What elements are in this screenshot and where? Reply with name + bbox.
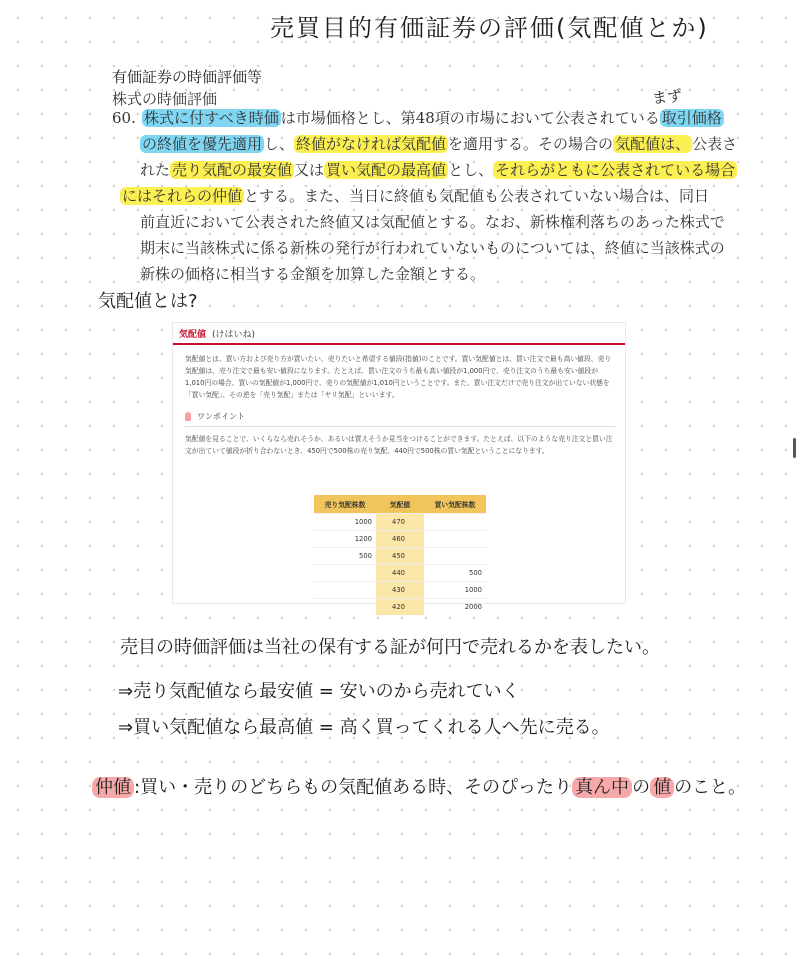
table-cell — [314, 582, 376, 599]
column-header: 買い気配株数 — [424, 495, 486, 514]
scroll-indicator[interactable] — [793, 438, 796, 458]
text-line — [140, 131, 737, 157]
highlight-blue: 取引価格 — [661, 109, 722, 127]
handwritten-memo: ⇒買い気配値なら最高値 = 高く買ってくれる人へ先に売る。 — [118, 717, 610, 738]
table-row — [314, 599, 486, 616]
onepoint-label: ワンポイント — [197, 412, 245, 421]
text-span: し、 — [264, 135, 295, 153]
text-line: 前直近において公表された終値又は気配値とする。なお、新株権利落ちのあった株式で — [140, 213, 725, 231]
table-cell — [424, 531, 486, 548]
table-cell: 500 — [424, 565, 486, 582]
table-cell — [424, 548, 486, 565]
text-span: とする。また、当日に終値も気配値も公表されていない場合は、同日 — [244, 187, 710, 205]
text-span: :買い・売りのどちらもの気配値ある時、そのぴったり — [134, 777, 573, 798]
text-line — [140, 157, 737, 183]
table-cell — [314, 565, 376, 582]
highlight-pink: 値 — [650, 777, 674, 798]
table-row — [314, 531, 486, 548]
screenshot-header — [173, 323, 625, 345]
handwritten-memo: 売目の時価評価は当社の保有する証が何円で売れるかを表したい。 — [120, 637, 660, 658]
text-span: のこと。 — [674, 777, 747, 798]
note-title: 売買目的有価証券の評価(気配値とか) — [270, 14, 709, 42]
text-line: 期末に当該株式に係る新株の発行が行われていないものについては、終値に当該株式の — [140, 239, 725, 257]
table-cell: 1200 — [314, 531, 376, 548]
text-line — [120, 183, 709, 209]
table-cell — [424, 514, 486, 531]
highlight-pink: 真ん中 — [572, 777, 632, 798]
onepoint-text: 気配値を見ることで、いくらなら売れそうか、あるいは買えそうか見当をつけることができます。たとえば、以下のような売り注文と買い注文が出ていて値段が折り合わないとき、450円で500株の売り気配、440円で500株の買い気配ということになります。 — [185, 435, 613, 455]
subsection-heading: 株式の時価評価 — [112, 90, 218, 108]
handwritten-note: まず — [651, 86, 683, 108]
table-row — [314, 514, 486, 531]
table-row — [314, 582, 486, 599]
text-line: 新株の価格に相当する金額を加算した金額とする。 — [140, 265, 486, 283]
text-span: 公表さ — [692, 135, 738, 153]
paragraph-number: 60. — [112, 109, 136, 127]
definition-text: 気配値とは、買い方および売り方が買いたい、売りたいと希望する値段(指値)のことです。買い気配値とは、買い注文で最も高い値段、売り気配値は、売り注文で最も安い値段になります。たとえば、買い注文のうち最も高い値段が1,000円で、売り注文のうち最も安い値段が1,010円の場合、買いの気配値が1,000円で、売りの気配値が1,010円ということです。また、買い注文だけで売り注文が出ていない状態を「買い気配」、その逆を「売り気配」または「ヤリ気配」といいます。 — [185, 355, 612, 399]
text-line — [142, 105, 724, 131]
table-header-row — [314, 495, 486, 514]
table-cell: 440 — [376, 565, 424, 582]
column-header: 気配値 — [376, 495, 424, 514]
text-span: の — [632, 777, 651, 798]
highlight-blue: の終値を優先適用 — [142, 135, 263, 153]
reading-label: (けはいね) — [212, 329, 256, 340]
handwritten-memo-nakane — [92, 773, 746, 799]
table-cell: 450 — [376, 548, 424, 565]
text-span: を適用する。その場合の — [448, 135, 614, 153]
highlight-yellow: それらがともに公表されている場合 — [495, 161, 736, 179]
text-span: は市場価格とし、第48項の市場において公表されている — [280, 109, 660, 127]
table-cell: 1000 — [424, 582, 486, 599]
table-cell: 420 — [376, 599, 424, 616]
table-cell: 500 — [314, 548, 376, 565]
highlight-yellow: にはそれらの仲値 — [122, 187, 243, 205]
text-span: れた — [140, 161, 171, 179]
highlight-blue: 株式に付すべき時価 — [144, 109, 279, 127]
table-row — [314, 565, 486, 582]
table-cell: 460 — [376, 531, 424, 548]
text-span: とし、 — [448, 161, 494, 179]
keyword-label: 気配値 — [179, 329, 207, 340]
table-cell: 2000 — [424, 599, 486, 616]
handwritten-heading: 気配値とは? — [98, 291, 198, 312]
table-cell — [314, 599, 376, 616]
highlight-yellow: 終値がなければ気配値 — [296, 135, 447, 153]
highlight-pink: 仲値 — [92, 777, 134, 798]
pasted-screenshot — [172, 322, 626, 611]
highlight-yellow: 売り気配の最安値 — [172, 161, 293, 179]
text-span: 又は — [294, 161, 325, 179]
onepoint-header — [185, 411, 615, 427]
column-header: 売り気配株数 — [314, 495, 376, 514]
handwritten-memo: ⇒売り気配値なら最安値 = 安いのから売れていく — [118, 681, 520, 702]
highlight-yellow: 気配値は、 — [615, 135, 691, 153]
table-row — [314, 548, 486, 565]
highlight-yellow: 買い気配の最高値 — [326, 161, 447, 179]
table-cell: 470 — [376, 514, 424, 531]
section-heading: 有価証券の時価評価等 — [112, 68, 263, 86]
table-cell: 1000 — [314, 514, 376, 531]
lightbulb-icon — [185, 412, 191, 421]
table-cell: 430 — [376, 582, 424, 599]
quote-table — [314, 495, 486, 615]
